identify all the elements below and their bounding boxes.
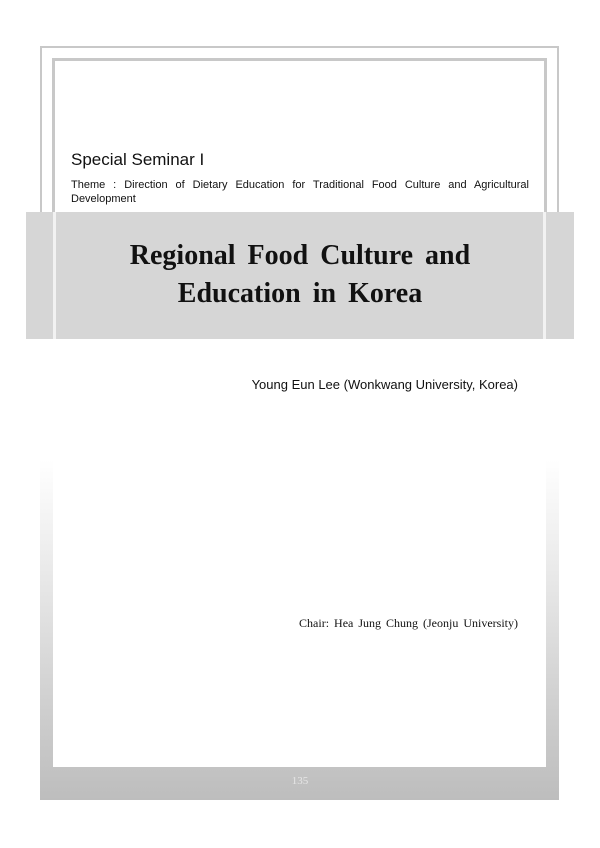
title-band-stripe-right — [543, 212, 546, 339]
page-title — [60, 237, 540, 313]
title-line-1: Regional Food Culture and — [129, 240, 471, 271]
chair-line: Chair: Hea Jung Chung (Jeonju University) — [299, 616, 518, 630]
seminar-label: Special Seminar I — [71, 150, 205, 169]
title-band-stripe-left — [53, 212, 56, 339]
author-line: Young Eun Lee (Wonkwang University, Korea) — [251, 377, 518, 392]
theme-text: Theme : Direction of Dietary Education for Traditional Food Culture and Agricultural Development — [71, 179, 529, 205]
page-number: 135 — [291, 775, 309, 787]
inner-frame-bottom — [53, 460, 546, 767]
title-line-2: Education in Korea — [177, 278, 423, 309]
